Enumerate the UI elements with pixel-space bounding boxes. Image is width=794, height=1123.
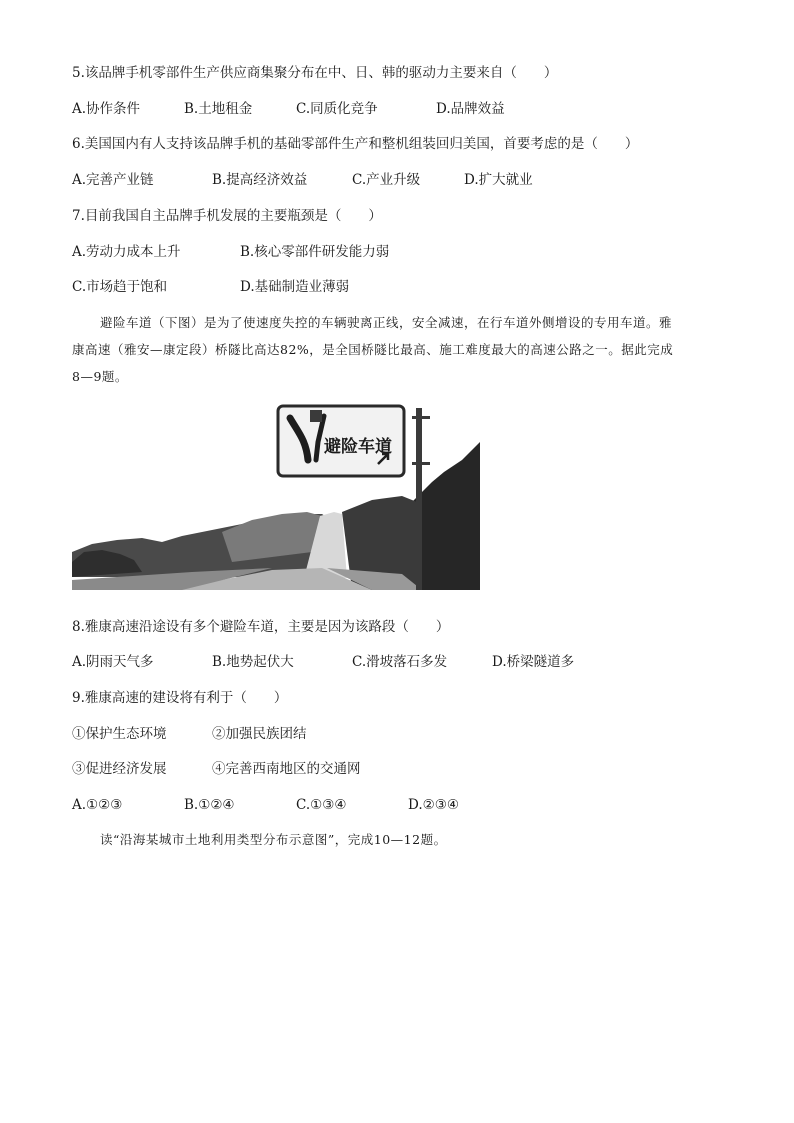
q6-option-c: C.产业升级 [352, 172, 421, 188]
q6-stem: 6.美国国内有人支持该品牌手机的基础零部件生产和整机组装回归美国，首要考虑的是（ ） [72, 136, 639, 152]
q9-item-1: ①保护生态环境 [72, 726, 167, 742]
q9-option-c: C.①③④ [296, 797, 347, 813]
q7-option-c: C.市场趋于饱和 [72, 279, 168, 295]
q7-option-d: D.基础制造业薄弱 [240, 279, 350, 295]
q6-option-d: D.扩大就业 [464, 172, 533, 188]
passage-land-use [72, 826, 722, 853]
q9-option-b: B.①②④ [184, 797, 235, 813]
q9-item-4: ④完善西南地区的交通网 [212, 761, 361, 777]
q8-option-d: D.桥梁隧道多 [492, 654, 575, 670]
passage-line-2: 康高速（雅安—康定段）桥隧比高达82%，是全国桥隧比最高、施工难度最大的高速公路之一。据此完成 [72, 342, 674, 357]
q8-option-b: B.地势起伏大 [212, 654, 294, 670]
q7-option-b: B.核心零部件研发能力弱 [240, 244, 390, 260]
q7-stem: 7.目前我国自主品牌手机发展的主要瓶颈是（ ） [72, 208, 382, 224]
escape-lane-photo-drawing [72, 402, 480, 590]
q7-option-a: A.劳动力成本上升 [72, 244, 181, 260]
q5-stem: 5.该品牌手机零部件生产供应商集聚分布在中、日、韩的驱动力主要来自（ ） [72, 65, 558, 81]
q9-item-3: ③促进经济发展 [72, 761, 167, 777]
q6-option-a: A.完善产业链 [72, 172, 154, 188]
q5-option-a: A.协作条件 [72, 101, 141, 117]
q5-option-d: D.品牌效益 [436, 101, 505, 117]
passage-line-1: 避险车道（下图）是为了使速度失控的车辆驶离正线，安全减速，在行车道外侧增设的专用车道。雅 [100, 315, 673, 330]
passage-escape-lane [72, 309, 722, 390]
q9-item-2: ②加强民族团结 [212, 726, 307, 742]
q9-option-a: A.①②③ [72, 797, 123, 813]
q8-option-a: A.阴雨天气多 [72, 654, 154, 670]
sign-text: 避险车道 [324, 437, 392, 457]
q9-stem: 9.雅康高速的建设将有利于（ ） [72, 690, 288, 706]
q9-option-d: D.②③④ [408, 797, 459, 813]
q5-option-c: C.同质化竞争 [296, 101, 378, 117]
q8-stem: 8.雅康高速沿途设有多个避险车道，主要是因为该路段（ ） [72, 619, 450, 635]
passage-land-use-text: 读“沿海某城市土地利用类型分布示意图”，完成10—12题。 [100, 832, 447, 847]
q5-option-b: B.土地租金 [184, 101, 253, 117]
escape-lane-photo [72, 402, 480, 590]
passage-line-3: 8—9题。 [72, 369, 128, 384]
q8-option-c: C.滑坡落石多发 [352, 654, 448, 670]
q6-option-b: B.提高经济效益 [212, 172, 308, 188]
